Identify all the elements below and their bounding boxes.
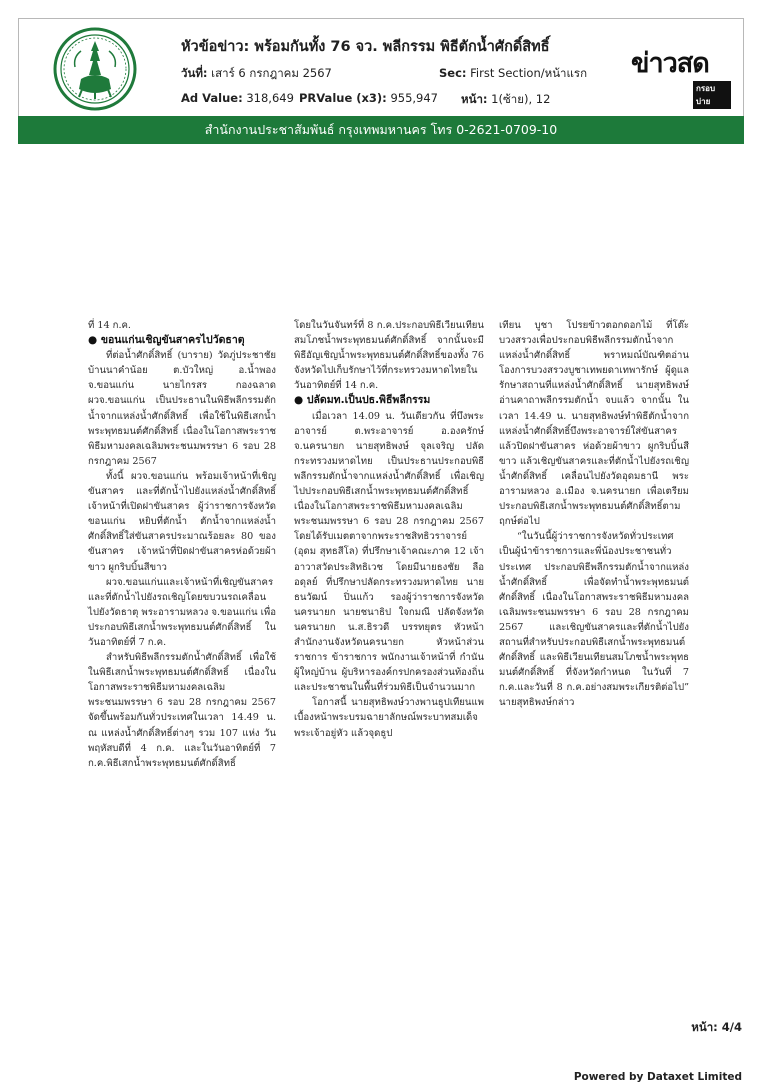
khaosod-edition-badge: กรอบบ่าย xyxy=(693,81,731,109)
date-label: วันที่: xyxy=(181,66,208,80)
section-label: Sec: xyxy=(439,66,467,80)
date-row xyxy=(181,65,332,83)
khaosod-logo xyxy=(631,41,731,106)
article-paragraph: “ในวันนี้ผู้ว่าราชการจังหวัดทั่วประเทศเป็นผู้นำข้าราชการและพี่น้องประชาชนทั่วประเทศ ประกอบพิธีพลีกรรมตักน้ำจากแหล่งน้ำศักดิ์สิทธิ์ เพื่อจัดทำน้ำพระพุทธมนต์ศักดิ์สิทธิ์ เนื่องในโอกาสพระราชพิธีมหามงคลเฉลิมพระชนมพรรษา 6 รอบ 28 กรกฎาคม 2567 และเชิญขันสาครและที่ตักน้ำไปยังสถานที่สำหรับประกอบพิธีเสกน้ำพระพุทธมนต์ศักดิ์สิทธิ์ และพิธีเวียนเทียนสมโภชน้ำพระพุทธมนต์ศักดิ์สิทธิ์ ที่จังหวัดกำหนด ในวันที่ 7 ก.ค.และวันที่ 8 ก.ค.อย่างสมพระเกียรติต่อไป” นายสุทธิพงษ์กล่าว xyxy=(499,531,689,709)
ad-value: 318,649 xyxy=(246,91,294,105)
article-paragraph: สำหรับพิธีพลีกรรมตักน้ำศักดิ์สิทธิ์ เพื่อใช้ในพิธีเสกน้ำพระพุทธมนต์ศักดิ์สิทธิ์ เนื่องในโอกาสพระราชพิธีมหามงคลเฉลิมพระชนมพรรษา 6 รอบ 28 กรกฎาคม 2567 จัดขึ้นพร้อมกันทั่วประเทศในเวลา 14.49 น. ณ แหล่งน้ำศักดิ์สิทธิ์ต่างๆ รวม 107 แห่ง วันพฤหัสบดีที่ 4 ก.ค. และในวันอาทิตย์ที่ 7 ก.ค.พิธีเสกน้ำพระพุทธมนต์ศักดิ์สิทธิ์ xyxy=(88,652,276,769)
article-column-2 xyxy=(294,318,484,741)
pr-value-row xyxy=(299,91,438,105)
headline-label: หัวข้อข่าว: xyxy=(181,39,250,55)
article-paragraph: เมื่อเวลา 14.09 น. วันเดียวกัน ที่บึงพระอาจารย์ ต.พระอาจารย์ อ.องครักษ์ จ.นครนายก นายสุทธิพงษ์ จุลเจริญ ปลัดกระทรวงมหาดไทย เป็นประธานประกอบพิธีพลีกรรมตักน้ำจากแหล่งน้ำศักดิ์สิทธิ์ เพื่อเชิญไปประกอบพิธีเสกน้ำพระพุทธมนต์ศักดิ์สิทธิ์ เนื่องในโอกาสพระราชพิธีมหามงคลเฉลิมพระชนมพรรษา 6 รอบ 28 กรกฎาคม 2567 โดยได้รับเมตตาจากพระราชสิทธิวราจารย์ (อุดม สุทธสีโล) ที่ปรึกษาเจ้าคณะภาค 12 เจ้าอาวาสวัดประสิทธิเวช โดยมีนายธงชัย ลืออดุลย์ ที่ปรึกษาปลัดกระทรวงมหาดไทย นายธนวัฒน์ ปิ่นแก้ว รองผู้ว่าราชการจังหวัดนครนายก นายชนาธิป ใจกมณี ปลัดจังหวัดนครนายก น.ส.ธิรวดี บรรทยุตร หัวหน้าสำนักงานจังหวัดนครนายก หัวหน้าส่วนราชการ ข้าราชการ พนักงานเจ้าหน้าที่ กำนัน ผู้ใหญ่บ้าน ผู้บริหารองค์กรปกครองส่วนท้องถิ่น และประชาชนในพื้นที่ร่วมพิธีเป็นจำนวนมาก xyxy=(294,410,484,694)
headline-text: พร้อมกันทั้ง 76 จว. พลีกรรม พิธีตักน้ำศักดิ์สิทธิ์ xyxy=(254,39,550,55)
article-subheading: ● ขอนแก่นเชิญขันสาครไปวัดธาตุ xyxy=(88,334,245,347)
headline-row xyxy=(181,35,550,58)
clipping-header xyxy=(18,18,744,116)
ad-value-label: Ad Value: xyxy=(181,91,243,105)
article-paragraph: ที่ต่อน้ำศักดิ์สิทธิ์ (บาราย) วัดภู่ประชาชัย บ้านนาคำน้อย ต.บัวใหญ่ อ.น้ำพอง จ.ขอนแก่น นายไกรสร กองฉลาด ผวจ.ขอนแก่น เป็นประธานในพิธีพลีกรรมตักน้ำจากแหล่งน้ำศักดิ์สิทธิ์ เพื่อใช้ในพิธีเสกน้ำพระพุทธมนต์ศักดิ์สิทธิ์ เนื่องในโอกาสพระราชพิธีมหามงคลเฉลิมพระชนมพรรษา 6 รอบ 28 กรกฎาคม 2567 xyxy=(88,350,276,467)
page-number: หน้า: 4/4 xyxy=(691,1020,742,1034)
pr-value: 955,947 xyxy=(390,91,438,105)
article-paragraph: ที่ 14 ก.ค. xyxy=(88,320,131,331)
ad-value-row xyxy=(181,91,294,105)
pr-value-label: PRValue (x3): xyxy=(299,91,387,105)
article-paragraph: ผวจ.ขอนแก่นและเจ้าหน้าที่เชิญขันสาครและที่ตักน้ำไปยังรถเชิญโดยขบวนรถเคลื่อนไปยังวัดธาตุ พระอารามหลวง จ.ขอนแก่น เพื่อประกอบพิธีเสกน้ำพระพุทธมนต์ศักดิ์สิทธิ์ ในวันอาทิตย์ที่ 7 ก.ค. xyxy=(88,576,276,648)
article-paragraph: โอกาสนี้ นายสุทธิพงษ์วางพานธูปเทียนแพ เบื้องหน้าพระบรมฉายาลักษณ์พระบาทสมเด็จพระเจ้าอยู่หัว แล้วจุดธูป xyxy=(294,697,484,739)
page-ref-value: 1(ซ้าย), 12 xyxy=(491,92,551,106)
article-column-3 xyxy=(499,318,689,710)
organization-bar: สำนักงานประชาสัมพันธ์ กรุงเทพมหานคร โทร 0-2621-0709-10 xyxy=(18,116,744,144)
section-row xyxy=(439,65,587,83)
powered-by-footer: Powered by Dataxet Limited xyxy=(573,1071,742,1083)
article-paragraph: เทียน บูชา โปรยข้าวตอกดอกไม้ ที่โต๊ะบวงสรวงเพื่อประกอบพิธีพลีกรรมตักน้ำจากแหล่งน้ำศักดิ์สิทธิ์ พราหมณ์บัณฑิตอ่านโองการบวงสรวงบูชาเทพยดาเทพารักษ์ ผู้ดูแลรักษาสถานที่แหล่งน้ำศักดิ์สิทธิ์ นายสุทธิพงษ์อ่านคาถาพลีกรรมตักน้ำ จบแล้ว จากนั้น ในเวลา 14.49 น. นายสุทธิพงษ์ทำพิธีตักน้ำจากแหล่งน้ำศักดิ์สิทธิ์บึงพระอาจารย์ใส่ขันสาคร แล้วปิดฝาขันสาคร ห่อด้วยผ้าขาว ผูกริบบิ้นสีขาว แล้วเชิญขันสาครและที่ตักน้ำไปยังรถเชิญน้ำศักดิ์สิทธิ์ เคลื่อนไปยังวัดอุดมธานี พระอารามหลวง อ.เมือง จ.นครนายก เพื่อเตรียมประกอบพิธีเสกน้ำพระพุทธมนต์ศักดิ์สิทธิ์ตามฤกษ์ต่อไป xyxy=(499,320,689,528)
article-paragraph: ทั้งนี้ ผวจ.ขอนแก่น พร้อมเจ้าหน้าที่เชิญขันสาคร และที่ตักน้ำไปยังแหล่งน้ำศักดิ์สิทธิ์ เจ้าหน้าที่เปิดฝาขันสาคร ผู้ว่าราชการจังหวัดขอนแก่น หยิบที่ตักน้ำ ตักน้ำจากแหล่งน้ำศักดิ์สิทธิ์ใส่ขันสาครประมาณร้อยละ 80 ของขันสาคร เจ้าหน้าที่ปิดฝาขันสาครห่อด้วยผ้าขาว ผูกริบบิ้นสีขาว xyxy=(88,470,276,573)
bma-seal-logo xyxy=(53,27,137,111)
article-column-1 xyxy=(88,318,276,771)
date-value: เสาร์ 6 กรกฎาคม 2567 xyxy=(211,66,332,80)
khaosod-logo-text: ข่าวสด xyxy=(631,48,709,79)
page-ref-label: หน้า: xyxy=(461,92,488,106)
article-paragraph: โดยในวันจันทร์ที่ 8 ก.ค.ประกอบพิธีเวียนเทียนสมโภชน้ำพระพุทธมนต์ศักดิ์สิทธิ์ จากนั้นจะมีพิธีอัญเชิญน้ำพระพุทธมนต์ศักดิ์สิทธิ์ของทั้ง 76 จังหวัดไปเก็บรักษาไว้ที่กระทรวงมหาดไทยในวันอาทิตย์ที่ 14 ก.ค. xyxy=(294,320,484,392)
section-value: First Section/หน้าแรก xyxy=(470,66,588,80)
page-ref-row xyxy=(461,91,550,109)
article-subheading: ● ปลัดมท.เป็นปธ.พิธีพลีกรรม xyxy=(294,394,431,407)
